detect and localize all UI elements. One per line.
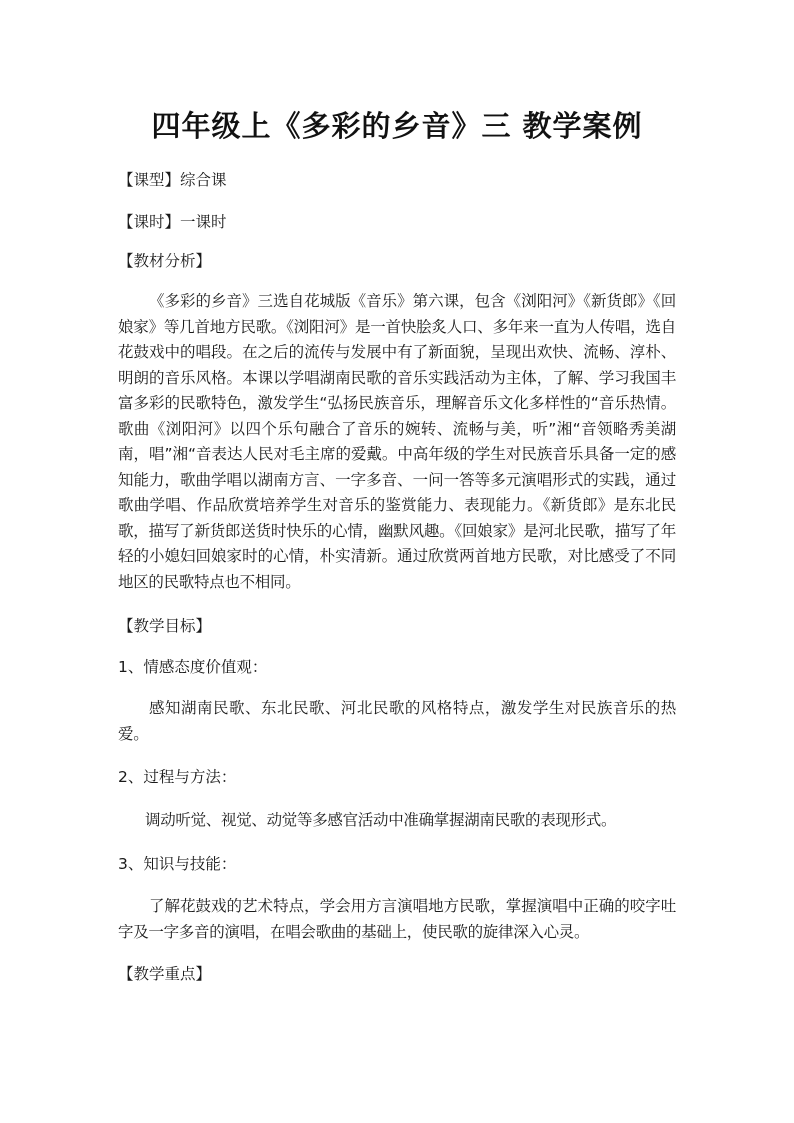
- document-title: 四年级上《多彩的乡音》三 教学案例: [151, 109, 643, 143]
- goal-2-text: 调动听觉、视觉、动觉等多感官活动中准确掌握湖南民歌的表现形式。: [145, 811, 617, 829]
- class-hours: 【课时】一课时: [118, 213, 227, 231]
- analysis-paragraph: 《多彩的乡音》三选自花城版《音乐》第六课，包含《浏阳河》《新货郎》《回娘家》等几首地方民歌。《浏阳河》是一首快脍炙人口、多年来一直为人传唱，选自花鼓戏中的唱段。在之后的流传与发展中有了新面貌，呈现出欢快、流畅、淳朴、明朗的音乐风格。本课以学唱湖南民歌的音乐实践活动为主体，了解、学习我国丰富多彩的民歌特色，激发学生“弘扬民族音乐，理解音乐文化多样性的“音乐热情。歌曲《浏阳河》以四个乐句融合了音乐的婉转、流畅与美，听”湘“音领略秀美湖南，唱”湘“音表达人民对毛主席的爱戴。中高年级的学生对民族音乐具备一定的感知能力，歌曲学唱以湖南方言、一字多音、一问一答等多元演唱形式的实践，通过歌曲学唱、作品欣赏培养学生对音乐的鉴赏能力、表现能力。《新货郎》是东北民歌，描写了新货郎送货时快乐的心情，幽默风趣。《回娘家》是河北民歌，描写了年轻的小媳妇回娘家时的心情，朴实清新。通过欣赏两首地方民歌，对比感受了不同地区的民歌特点也不相同。: [118, 292, 676, 591]
- goal-3-label: 3、知识与技能：: [118, 854, 237, 873]
- goal-2-label: 2、过程与方法：: [118, 768, 237, 786]
- goal-1-text: 感知湖南民歌、东北民歌、河北民歌的风格特点，激发学生对民族音乐的热爱。: [118, 699, 676, 743]
- section-heading-goals: 【教学目标】: [118, 617, 212, 635]
- section-heading-focus: 【教学重点】: [118, 964, 212, 983]
- section-heading-analysis: 【教材分析】: [118, 252, 212, 270]
- goal-3-text: 了解花鼓戏的艺术特点，学会用方言演唱地方民歌，掌握演唱中正确的咬字吐字及一字多音的演唱，在唱会歌曲的基础上，使民歌的旋律深入心灵。: [118, 896, 676, 941]
- course-type: 【课型】综合课: [118, 171, 227, 189]
- goal-1-label: 1、情感态度价值观：: [118, 658, 268, 676]
- title-spacer: [118, 144, 676, 170]
